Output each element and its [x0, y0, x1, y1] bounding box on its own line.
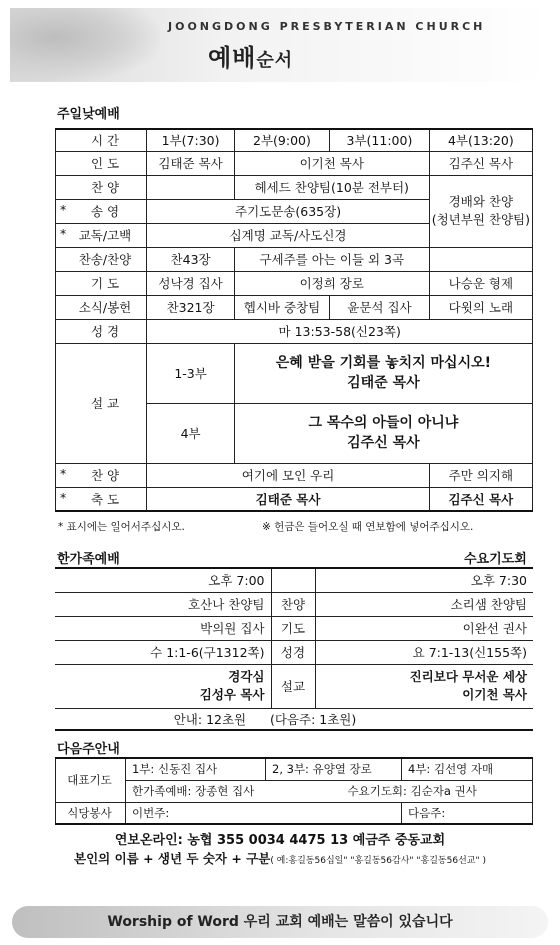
sermon-b [234, 403, 532, 463]
time-2: 2부(9:00) [234, 129, 329, 151]
news-3: 윤문석 집사 [330, 295, 430, 319]
church-name: JOONGDONG PRESBYTERIAN CHURCH [168, 20, 486, 33]
creed-value: 십계명 교독/사도신경 [147, 223, 429, 247]
praise-label: 찬 양 [90, 180, 120, 195]
prayer-row [56, 271, 533, 295]
hymn2-row [56, 463, 533, 487]
family-row-label: 찬양 [271, 592, 315, 616]
news-1: 찬321장 [147, 295, 234, 319]
guide-text: 안내: 12초원 [173, 711, 247, 727]
family-row-label: 기도 [271, 616, 315, 640]
sermon-row-a [56, 343, 533, 403]
hymn2-label: 찬 양 [90, 468, 120, 483]
meal-next-week: 다음주: [402, 802, 533, 824]
rep-4: 한가족예배: 장종현 집사 [126, 780, 402, 802]
scripture-row [56, 319, 533, 343]
next-week-table [55, 757, 533, 825]
family-row [55, 568, 533, 592]
time-4: 4부(13:20) [429, 129, 532, 151]
note-offering: ※ 헌금은 들어오실 때 연보함에 넣어주십시오. [262, 521, 474, 533]
online-note-example: ( 예:홍길동56십일" "홍길동56감사" "홍길동56선교" ) [270, 856, 486, 866]
bless-4: 김주신 목사 [429, 487, 532, 511]
stand-mark: * [60, 202, 67, 217]
header-decoration-image [10, 8, 160, 82]
time-1: 1부(7:30) [147, 129, 234, 151]
prayer-label: 기 도 [90, 276, 120, 291]
rep-row-1 [56, 758, 533, 780]
stand-mark: * [60, 466, 67, 481]
note-stand: * 표시에는 일어서주십시오. [58, 521, 185, 533]
rep-row-2 [56, 780, 533, 802]
wednesday-time: 오후 7:30 [315, 568, 533, 592]
family-row-label: 성경 [271, 640, 315, 664]
news-label: 소식/봉헌 [78, 300, 132, 315]
family-row-label [271, 568, 315, 592]
family-sermon [55, 664, 271, 708]
scripture-label: 성 경 [90, 324, 120, 339]
bless-label: 축 도 [90, 491, 120, 507]
sermon-label: 설 교 [90, 396, 120, 411]
time-3: 3부(11:00) [330, 129, 430, 151]
family-row [55, 616, 533, 640]
rep-label: 대표기도 [56, 758, 126, 802]
stand-mark: * [60, 226, 67, 241]
header-banner [10, 8, 550, 82]
family-section-title: 한가족예배 [57, 552, 120, 567]
prayer-1: 성낙경 집사 [147, 271, 234, 295]
leader-row [56, 151, 533, 175]
leader-1: 김태준 목사 [147, 151, 234, 175]
sermon-b-pastor: 김주신 목사 [347, 435, 420, 451]
leader-23: 이기천 목사 [234, 151, 429, 175]
leader-label: 인 도 [90, 156, 120, 171]
family-time: 오후 7:00 [55, 568, 271, 592]
family-row [55, 640, 533, 664]
family-sermon-row [55, 664, 533, 708]
time-label: 시 간 [90, 133, 120, 149]
family-service-table [55, 567, 533, 731]
wednesday-praise: 소리샘 찬양팀 [315, 592, 533, 616]
rep-5: 수요기도회: 김순자a 권사 [402, 780, 533, 802]
sermon-a-title: 은혜 받을 기회를 놓치지 마십시오! [275, 355, 491, 371]
hymn-1: 찬43장 [147, 247, 234, 271]
rep-1: 1부: 신동진 집사 [126, 758, 266, 780]
bless-123: 김태준 목사 [147, 487, 429, 511]
next-week-title: 다음주안내 [57, 742, 120, 757]
sermon-a-part: 1-3부 [147, 343, 234, 403]
online-note-main: 본인의 이름 + 생년 두 숫자 + 구분 [74, 851, 271, 866]
news-2: 헵시바 중창팀 [234, 295, 329, 319]
sunday-section-title: 주일낮예배 [57, 107, 120, 122]
hymn2-4: 주만 의지해 [429, 463, 532, 487]
meal-row [56, 802, 533, 824]
praise-4-sub: (청년부원 찬양팀) [431, 212, 530, 227]
praise-row [56, 175, 533, 199]
hymn2-123: 여기에 모인 우리 [147, 463, 429, 487]
sermon-b-part: 4부 [147, 403, 234, 463]
rep-3: 4부: 김선영 자매 [402, 758, 533, 780]
wednesday-section-title: 수요기도회 [464, 552, 527, 567]
footer-banner: Worship of Word 우리 교회 예배는 말씀이 있습니다 [12, 906, 548, 938]
hymn-label: 찬송/찬양 [78, 252, 132, 267]
song-label: 송 영 [90, 204, 120, 219]
guide-row [55, 708, 533, 730]
family-scripture: 수 1:1-6(구1312쪽) [55, 640, 271, 664]
family-sermon-title: 경각심 [228, 669, 265, 684]
page-title [208, 38, 293, 73]
prayer-23: 이정희 장로 [234, 271, 429, 295]
prayer-4: 나승운 형제 [429, 271, 532, 295]
news-4: 다윗의 노래 [429, 295, 532, 319]
family-prayer: 박의원 집사 [55, 616, 271, 640]
praise-4-cell [429, 175, 532, 247]
hymn-23: 구세주를 아는 이들 외 3곡 [234, 247, 429, 271]
wednesday-prayer: 이완선 권사 [315, 616, 533, 640]
wednesday-sermon-title: 진리보다 무서운 세상 [409, 669, 527, 684]
time-row [56, 129, 533, 151]
rep-2: 2, 3부: 유양열 장로 [266, 758, 402, 780]
online-offering-line: 연보온라인: 농협 355 0034 4475 13 예금주 중동교회 [114, 833, 446, 848]
wednesday-sermon [315, 664, 533, 708]
hymn-row [56, 247, 533, 271]
leader-4: 김주신 목사 [429, 151, 532, 175]
praise-value: 헤세드 찬양팀(10분 전부터) [234, 175, 429, 199]
creed-label: 교독/고백 [78, 228, 132, 243]
title-main: 예배 [208, 44, 257, 72]
online-offering-note [0, 849, 560, 867]
news-row [56, 295, 533, 319]
guide-next-text: (다음주: 1초원) [269, 711, 357, 727]
family-sermon-label: 설교 [271, 664, 315, 708]
song-value: 주기도문송(635장) [147, 199, 429, 223]
praise-4-value: 경배와 찬양 [448, 194, 514, 209]
title-sub: 순서 [256, 50, 294, 71]
meal-this-week: 이번주: [126, 802, 402, 824]
sermon-b-title: 그 목수의 아들이 아니냐 [308, 415, 459, 431]
stand-mark: * [60, 489, 67, 505]
family-sermon-pastor: 김성우 목사 [199, 687, 265, 702]
wednesday-scripture: 요 7:1-13(신155쪽) [315, 640, 533, 664]
scripture-value: 마 13:53-58(신23쪽) [147, 319, 533, 343]
family-row [55, 592, 533, 616]
bless-row [56, 487, 533, 511]
wednesday-sermon-pastor: 이기천 목사 [462, 687, 527, 702]
family-praise: 호산나 찬양팀 [55, 592, 271, 616]
meal-label: 식당봉사 [56, 802, 126, 824]
sermon-a-pastor: 김태준 목사 [347, 375, 420, 391]
sunday-service-table [55, 128, 533, 512]
sermon-a [234, 343, 532, 403]
